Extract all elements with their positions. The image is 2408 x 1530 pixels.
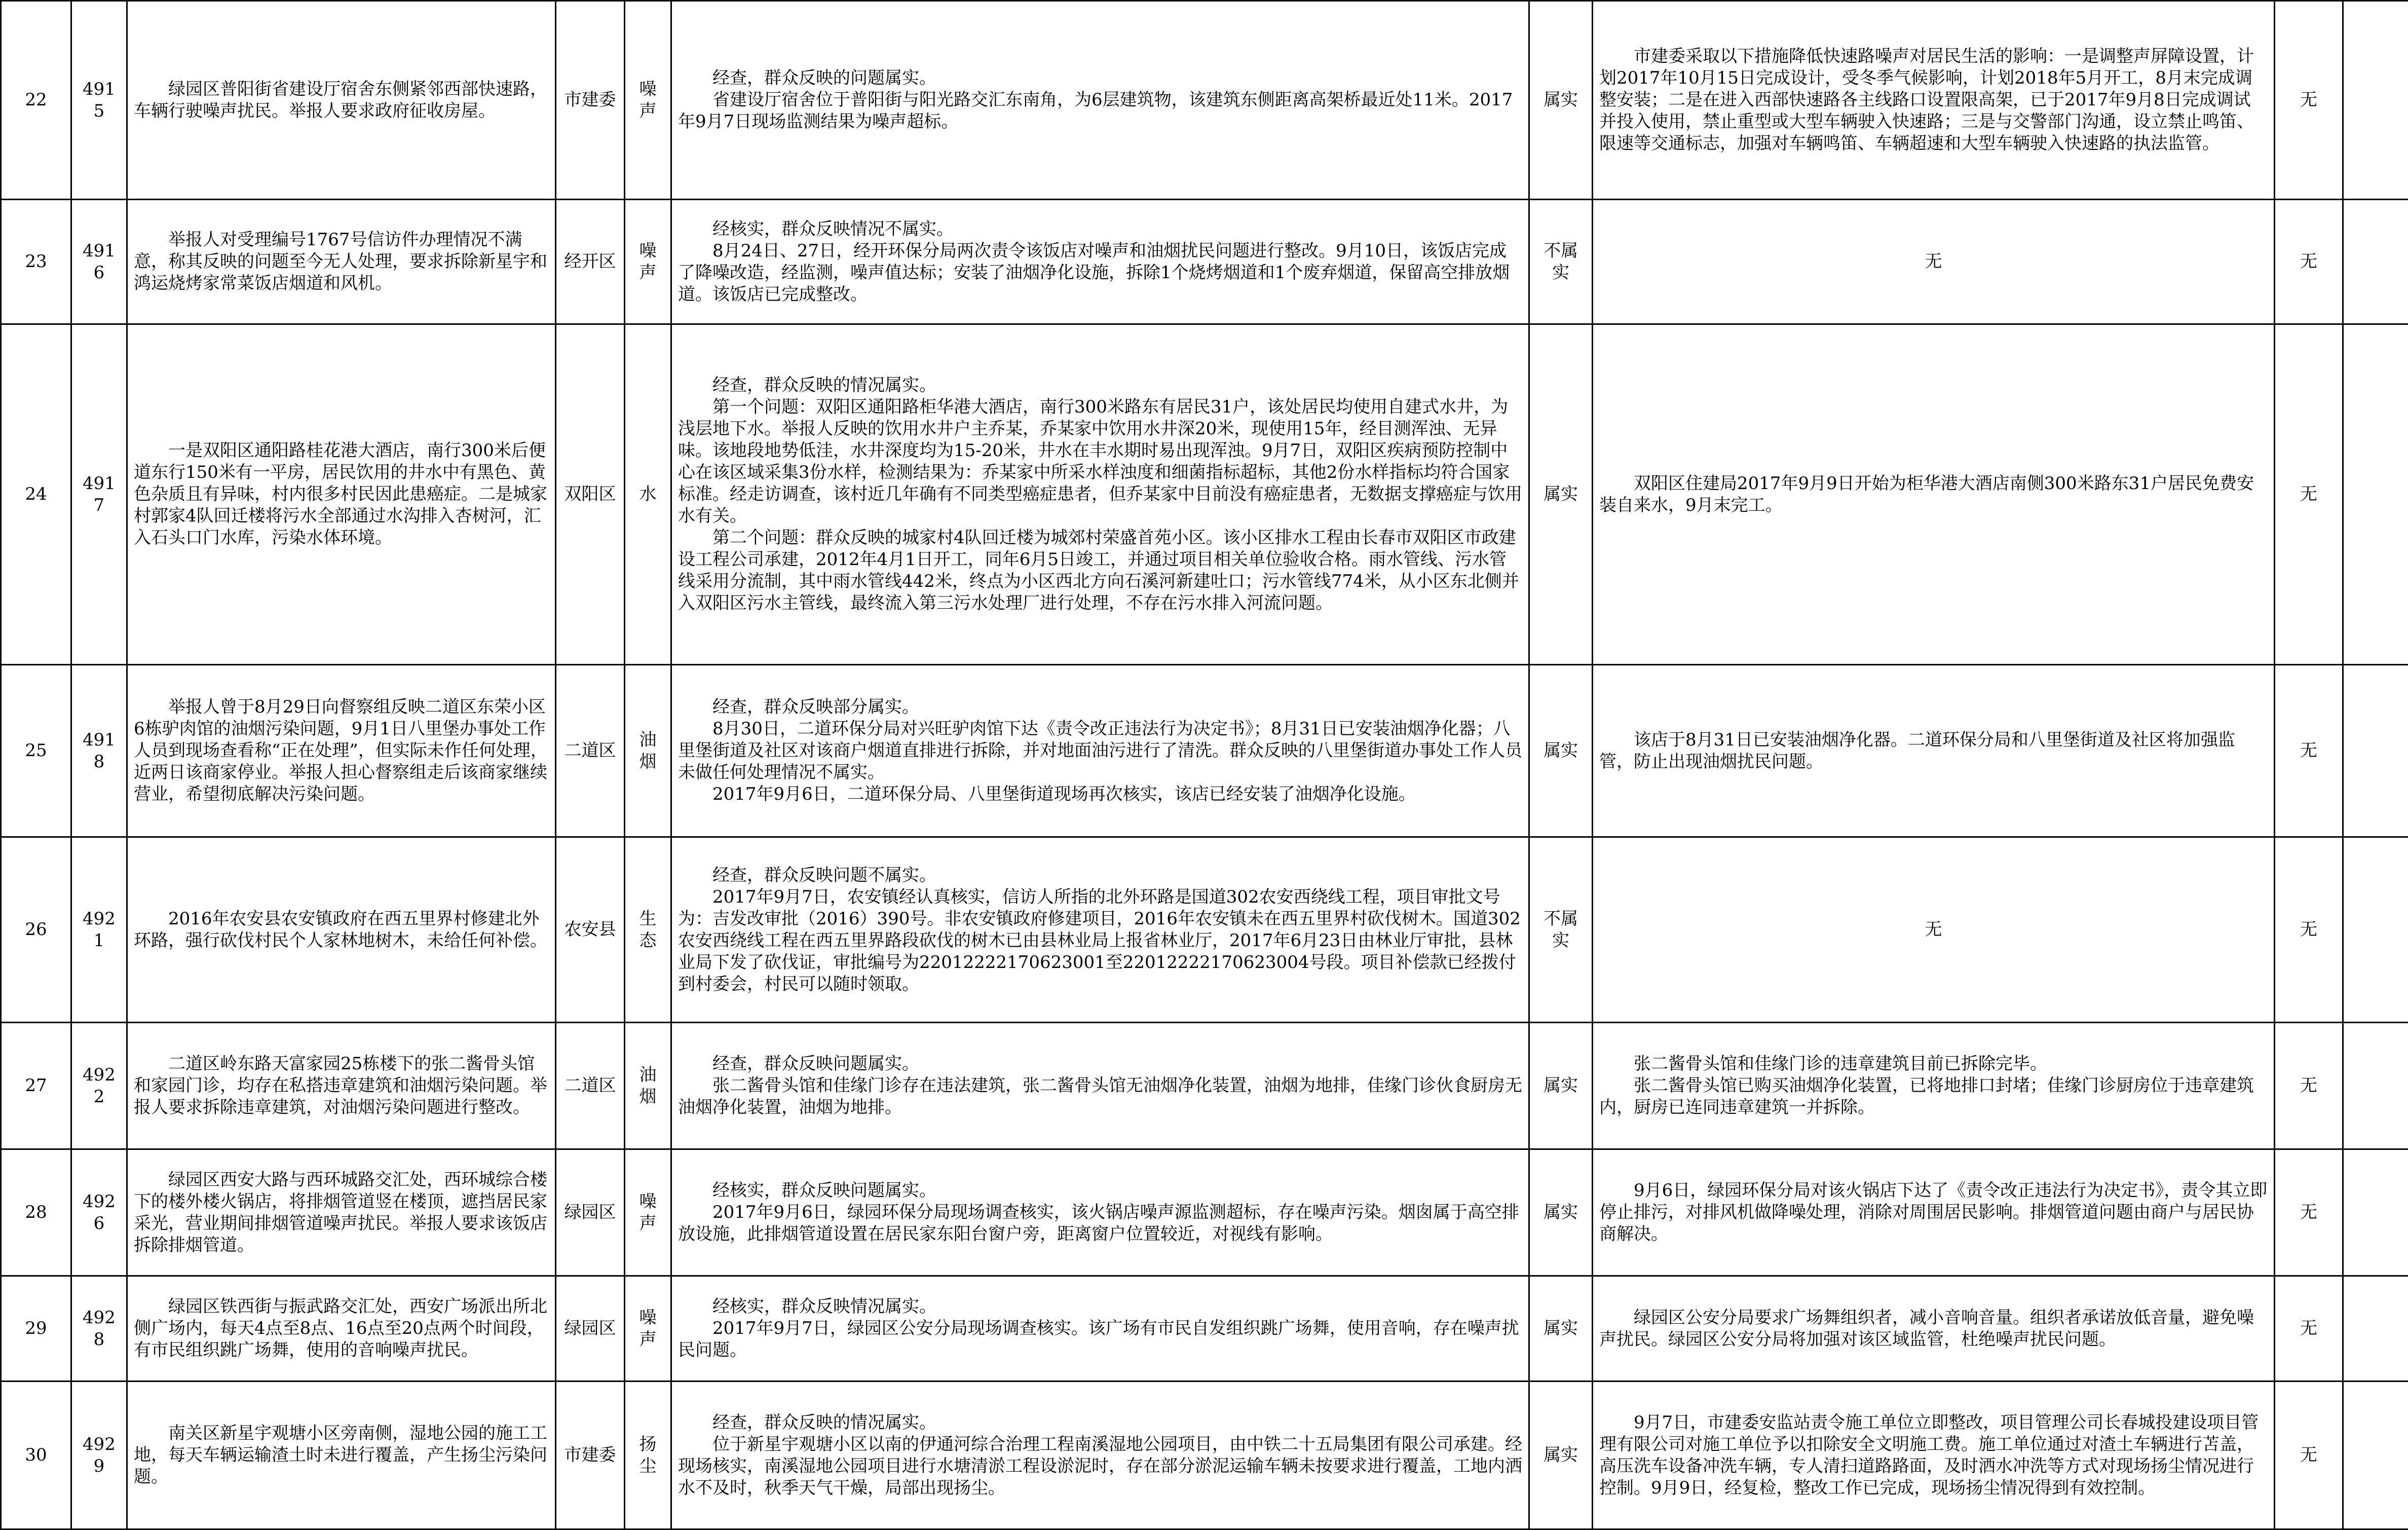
responsible-unit: 市建委 <box>556 1 625 200</box>
investigation-finding-paragraph: 省建设厅宿舍位于普阳街与阳光路交汇东南角，为6层建筑物，该建筑东侧距离高架桥最近处11米。2017年9月7日现场监测结果为噪声超标。 <box>678 89 1522 133</box>
investigation-finding <box>671 1023 1529 1149</box>
investigation-finding-paragraph: 经核实，群众反映情况不属实。 <box>678 218 1522 240</box>
responsible-unit: 市建委 <box>556 1382 625 1529</box>
case-number: 4917 <box>71 324 127 665</box>
pollution-type: 油烟 <box>625 665 671 837</box>
row-index: 22 <box>1 1 71 200</box>
complaint-description <box>127 1276 556 1382</box>
accountability: 无 <box>2275 200 2343 324</box>
investigation-finding-paragraph: 经查，群众反映的情况属实。 <box>678 1412 1522 1434</box>
accountability: 无 <box>2275 1149 2343 1276</box>
remarks <box>2343 837 2408 1023</box>
investigation-finding-paragraph: 经查，群众反映问题不属实。 <box>678 865 1522 886</box>
case-number: 4918 <box>71 665 127 837</box>
accountability: 无 <box>2275 1 2343 200</box>
rectification-action <box>1593 665 2275 837</box>
row-index: 25 <box>1 665 71 837</box>
rectification-action-paragraph: 张二酱骨头馆已购买油烟净化装置，已将地排口封堵；佳缘门诊厨房位于违章建筑内，厨房已连同违章建筑一并拆除。 <box>1599 1075 2268 1118</box>
row-index: 24 <box>1 324 71 665</box>
row-index: 30 <box>1 1382 71 1529</box>
pollution-type: 生态 <box>625 837 671 1023</box>
rectification-action-paragraph: 该店于8月31日已安装油烟净化器。二道环保分局和八里堡街道及社区将加强监管，防止出现油烟扰民问题。 <box>1599 729 2268 773</box>
complaint-description <box>127 1382 556 1529</box>
investigation-finding-paragraph: 经查，群众反映问题属实。 <box>678 1053 1522 1075</box>
pollution-type: 扬尘 <box>625 1382 671 1529</box>
investigation-finding-paragraph: 第二个问题：群众反映的城家村4队回迁楼为城郊村荣盛首苑小区。该小区排水工程由长春市双阳区市政建设工程公司承建，2012年4月1日开工，同年6月5日竣工，并通过项目相关单位验收合格。雨水管线、污水管线采用分流制，其中雨水管线442米，终点为小区西北方向石溪河新建吐口；污水管线774米，从小区东北侧并入双阳区污水主管线，最终流入第三污水处理厂进行处理，不存在污水排入河流问题。 <box>678 527 1522 614</box>
rectification-action <box>1593 1 2275 200</box>
table-row <box>1 837 2408 1023</box>
responsible-unit: 绿园区 <box>556 1149 625 1276</box>
remarks <box>2343 200 2408 324</box>
complaint-description <box>127 200 556 324</box>
pollution-type: 水 <box>625 324 671 665</box>
investigation-finding <box>671 1 1529 200</box>
complaint-description <box>127 837 556 1023</box>
table-row <box>1 1276 2408 1382</box>
case-number: 4922 <box>71 1023 127 1149</box>
complaint-description <box>127 665 556 837</box>
row-index: 27 <box>1 1023 71 1149</box>
complaint-description-text: 绿园区普阳街省建设厅宿舍东侧紧邻西部快速路，车辆行驶噪声扰民。举报人要求政府征收房屋。 <box>134 79 549 122</box>
remarks <box>2343 665 2408 837</box>
investigation-finding-paragraph: 经查，群众反映的情况属实。 <box>678 375 1522 396</box>
investigation-finding-paragraph: 张二酱骨头馆和佳缘门诊存在违法建筑，张二酱骨头馆无油烟净化装置，油烟为地排，佳缘门诊伙食厨房无油烟净化装置，油烟为地排。 <box>678 1075 1522 1118</box>
accountability: 无 <box>2275 665 2343 837</box>
rectification-action-paragraph: 无 <box>1599 251 2268 273</box>
verdict: 属实 <box>1529 1023 1593 1149</box>
complaint-description <box>127 1023 556 1149</box>
rectification-action-paragraph: 绿园区公安分局要求广场舞组织者，减小音响音量。组织者承诺放低音量，避免噪声扰民。绿园区公安分局将加强对该区域监管，杜绝噪声扰民问题。 <box>1599 1307 2268 1351</box>
rectification-action <box>1593 1382 2275 1529</box>
verdict: 属实 <box>1529 1382 1593 1529</box>
investigation-finding <box>671 837 1529 1023</box>
complaint-description-text: 一是双阳区通阳路桂花港大酒店，南行300米后便道东行150米有一平房，居民饮用的井水中有黑色、黄色杂质且有异味，村内很多村民因此患癌症。二是城家村郭家4队回迁楼将污水全部通过水沟排入杏树河，汇入石头口门水库，污染水体环境。 <box>134 440 549 549</box>
case-number: 4915 <box>71 1 127 200</box>
remarks <box>2343 1382 2408 1529</box>
responsible-unit: 二道区 <box>556 665 625 837</box>
verdict: 属实 <box>1529 1149 1593 1276</box>
investigation-finding-paragraph: 8月30日，二道环保分局对兴旺驴肉馆下达《责令改正违法行为决定书》；8月31日已安装油烟净化器；八里堡街道及社区对该商户烟道直排进行拆除，并对地面油污进行了清洗。群众反映的八里堡街道办事处工作人员未做任何处理情况不属实。 <box>678 718 1522 783</box>
row-index: 23 <box>1 200 71 324</box>
investigation-finding-paragraph: 经查，群众反映部分属实。 <box>678 696 1522 718</box>
complaint-description-text: 举报人对受理编号1767号信访件办理情况不满意，称其反映的问题至今无人处理，要求拆除新星宇和鸿运烧烤家常菜饭店烟道和风机。 <box>134 229 549 294</box>
complaint-description-text: 举报人曾于8月29日向督察组反映二道区东荣小区6栋驴肉馆的油烟污染问题，9月1日八里堡办事处工作人员到现场查看称“正在处理”，但实际未作任何处理，近两日该商家停业。举报人担心督察组走后该商家继续营业，希望彻底解决污染问题。 <box>134 696 549 805</box>
row-index: 28 <box>1 1149 71 1276</box>
table-row <box>1 200 2408 324</box>
case-number: 4926 <box>71 1149 127 1276</box>
investigation-finding-paragraph: 经核实，群众反映问题属实。 <box>678 1180 1522 1202</box>
table-row <box>1 1 2408 200</box>
rectification-action <box>1593 1149 2275 1276</box>
rectification-action-paragraph: 市建委采取以下措施降低快速路噪声对居民生活的影响：一是调整声屏障设置，计划2017年10月15日完成设计，受冬季气候影响，计划2018年5月开工，8月末完成调整安装；二是在进入西部快速路各主线路口设置限高架，已于2017年9月8日完成调试并投入使用，禁止重型或大型车辆驶入快速路；三是与交警部门沟通，设立禁止鸣笛、限速等交通标志，加强对车辆鸣笛、车辆超速和大型车辆驶入快速路的执法监管。 <box>1599 46 2268 155</box>
investigation-finding <box>671 200 1529 324</box>
rectification-action <box>1593 200 2275 324</box>
case-number: 4929 <box>71 1382 127 1529</box>
complaint-description-text: 绿园区铁西街与振武路交汇处，西安广场派出所北侧广场内，每天4点至8点、16点至20点两个时间段，有市民组织跳广场舞，使用的音响噪声扰民。 <box>134 1296 549 1361</box>
accountability: 无 <box>2275 324 2343 665</box>
accountability: 无 <box>2275 1276 2343 1382</box>
table-row <box>1 1023 2408 1149</box>
investigation-finding-paragraph: 经查，群众反映的问题属实。 <box>678 67 1522 89</box>
complaint-description-text: 南关区新星宇观塘小区旁南侧，湿地公园的施工工地，每天车辆运输渣土时未进行覆盖，产生扬尘污染问题。 <box>134 1423 549 1488</box>
responsible-unit: 双阳区 <box>556 324 625 665</box>
pollution-type: 噪声 <box>625 1276 671 1382</box>
complaint-description <box>127 324 556 665</box>
pollution-type: 油烟 <box>625 1023 671 1149</box>
pollution-type: 噪声 <box>625 1 671 200</box>
investigation-finding-paragraph: 8月24日、27日，经开环保分局两次责令该饭店对噪声和油烟扰民问题进行整改。9月10日，该饭店完成了降噪改造，经监测，噪声值达标；安装了油烟净化设施，拆除1个烧烤烟道和1个废弃烟道，保留高空排放烟道。该饭店已完成整改。 <box>678 240 1522 306</box>
rectification-action-paragraph: 无 <box>1599 919 2268 941</box>
complaint-description-text: 2016年农安县农安镇政府在西五里界村修建北外环路，强行砍伐村民个人家林地树木，未给任何补偿。 <box>134 908 549 952</box>
case-number: 4916 <box>71 200 127 324</box>
responsible-unit: 农安县 <box>556 837 625 1023</box>
row-index: 29 <box>1 1276 71 1382</box>
table-row <box>1 1382 2408 1529</box>
verdict: 不属实 <box>1529 200 1593 324</box>
investigation-finding <box>671 1382 1529 1529</box>
rectification-action-paragraph: 9月7日，市建委安监站责令施工单位立即整改，项目管理公司长春城投建设项目管理有限公司对施工单位予以扣除安全文明施工费。施工单位通过对渣土车辆进行苫盖，高压洗车设备冲洗车辆，专人清扫道路路面，及时洒水冲洗等方式对现场扬尘情况进行控制。9月9日，经复检，整改工作已完成，现场扬尘情况得到有效控制。 <box>1599 1412 2268 1499</box>
table-body <box>1 1 2408 1529</box>
complaint-description <box>127 1 556 200</box>
verdict: 属实 <box>1529 665 1593 837</box>
case-number: 4921 <box>71 837 127 1023</box>
investigation-finding-paragraph: 2017年9月6日，绿园环保分局现场调查核实，该火锅店噪声源监测超标，存在噪声污染。烟囱属于高空排放设施，此排烟管道设置在居民家东阳台窗户旁，距离窗户位置较近，对视线有影响。 <box>678 1202 1522 1245</box>
rectification-action-paragraph: 9月6日，绿园环保分局对该火锅店下达了《责令改正违法行为决定书》，责令其立即停止排污，对排风机做降噪处理，消除对周围居民影响。排烟管道问题由商户与居民协商解决。 <box>1599 1180 2268 1245</box>
investigation-finding <box>671 665 1529 837</box>
remarks <box>2343 1149 2408 1276</box>
investigation-finding <box>671 1149 1529 1276</box>
investigation-finding-paragraph: 2017年9月6日，二道环保分局、八里堡街道现场再次核实，该店已经安装了油烟净化设施。 <box>678 783 1522 805</box>
verdict: 属实 <box>1529 1276 1593 1382</box>
investigation-finding-paragraph: 第一个问题：双阳区通阳路柜华港大酒店，南行300米路东有居民31户，该处居民均使用自建式水井，为浅层地下水。举报人反映的饮用水井户主乔某，乔某家中饮用水井深20米，现使用15年，经目测浑浊、无异味。该地段地势低洼，水井深度均为15-20米，井水在丰水期时易出现浑浊。9月7日，双阳区疾病预防控制中心在该区域采集3份水样，检测结果为：乔某家中所采水样浊度和细菌指标超标，其他2份水样指标均符合国家标准。经走访调查，该村近几年确有不同类型癌症患者，但乔某家中目前没有癌症患者，无数据支撑癌症与饮用水有关。 <box>678 396 1522 527</box>
investigation-finding <box>671 1276 1529 1382</box>
accountability: 无 <box>2275 837 2343 1023</box>
rectification-action-paragraph: 张二酱骨头馆和佳缘门诊的违章建筑目前已拆除完毕。 <box>1599 1053 2268 1075</box>
investigation-finding-paragraph: 2017年9月7日，绿园区公安分局现场调查核实。该广场有市民自发组织跳广场舞，使用音响，存在噪声扰民问题。 <box>678 1318 1522 1361</box>
pollution-type: 噪声 <box>625 200 671 324</box>
table-row <box>1 1149 2408 1276</box>
investigation-finding <box>671 324 1529 665</box>
complaint-description <box>127 1149 556 1276</box>
accountability: 无 <box>2275 1382 2343 1529</box>
responsible-unit: 绿园区 <box>556 1276 625 1382</box>
remarks <box>2343 1276 2408 1382</box>
investigation-finding-paragraph: 位于新星宇观塘小区以南的伊通河综合治理工程南溪湿地公园项目，由中铁二十五局集团有限公司承建。经现场核实，南溪湿地公园项目进行水塘清淤工程设淤泥时，存在部分淤泥运输车辆未按要求进行覆盖，工地内洒水不及时，秋季天气干燥，局部出现扬尘。 <box>678 1434 1522 1499</box>
complaint-description-text: 二道区岭东路天富家园25栋楼下的张二酱骨头馆和家园门诊，均存在私搭违章建筑和油烟污染问题。举报人要求拆除违章建筑，对油烟污染问题进行整改。 <box>134 1053 549 1118</box>
responsible-unit: 二道区 <box>556 1023 625 1149</box>
verdict: 不属实 <box>1529 837 1593 1023</box>
case-number: 4928 <box>71 1276 127 1382</box>
responsible-unit: 经开区 <box>556 200 625 324</box>
investigation-finding-paragraph: 2017年9月7日，农安镇经认真核实，信访人所指的北外环路是国道302农安西绕线工程，项目审批文号为：吉发改审批（2016）390号。非农安镇政府修建项目，2016年农安镇未在西五里界村砍伐树木。国道302农安西绕线工程在西五里界路段砍伐的树木已由县林业局上报省林业厅，2017年6月23日由林业厅审批，县林业局下发了砍伐证，审批编号为22012222170623001至22012222170623004号段。项目补偿款已经拨付到村委会，村民可以随时领取。 <box>678 886 1522 995</box>
rectification-action <box>1593 324 2275 665</box>
rectification-action-paragraph: 双阳区住建局2017年9月9日开始为柜华港大酒店南侧300米路东31户居民免费安装自来水，9月末完工。 <box>1599 473 2268 516</box>
row-index: 26 <box>1 837 71 1023</box>
verdict: 属实 <box>1529 1 1593 200</box>
table-row <box>1 324 2408 665</box>
remarks <box>2343 1 2408 200</box>
remarks <box>2343 324 2408 665</box>
complaint-description-text: 绿园区西安大路与西环城路交汇处，西环城综合楼下的楼外楼火锅店，将排烟管道竖在楼顶，遮挡居民家采光，营业期间排烟管道噪声扰民。举报人要求该饭店拆除排烟管道。 <box>134 1169 549 1256</box>
rectification-action <box>1593 1276 2275 1382</box>
investigation-finding-paragraph: 经核实，群众反映情况属实。 <box>678 1296 1522 1318</box>
verdict: 属实 <box>1529 324 1593 665</box>
table-row <box>1 665 2408 837</box>
rectification-action <box>1593 1023 2275 1149</box>
remarks <box>2343 1023 2408 1149</box>
pollution-type: 噪声 <box>625 1149 671 1276</box>
accountability: 无 <box>2275 1023 2343 1149</box>
rectification-action <box>1593 837 2275 1023</box>
